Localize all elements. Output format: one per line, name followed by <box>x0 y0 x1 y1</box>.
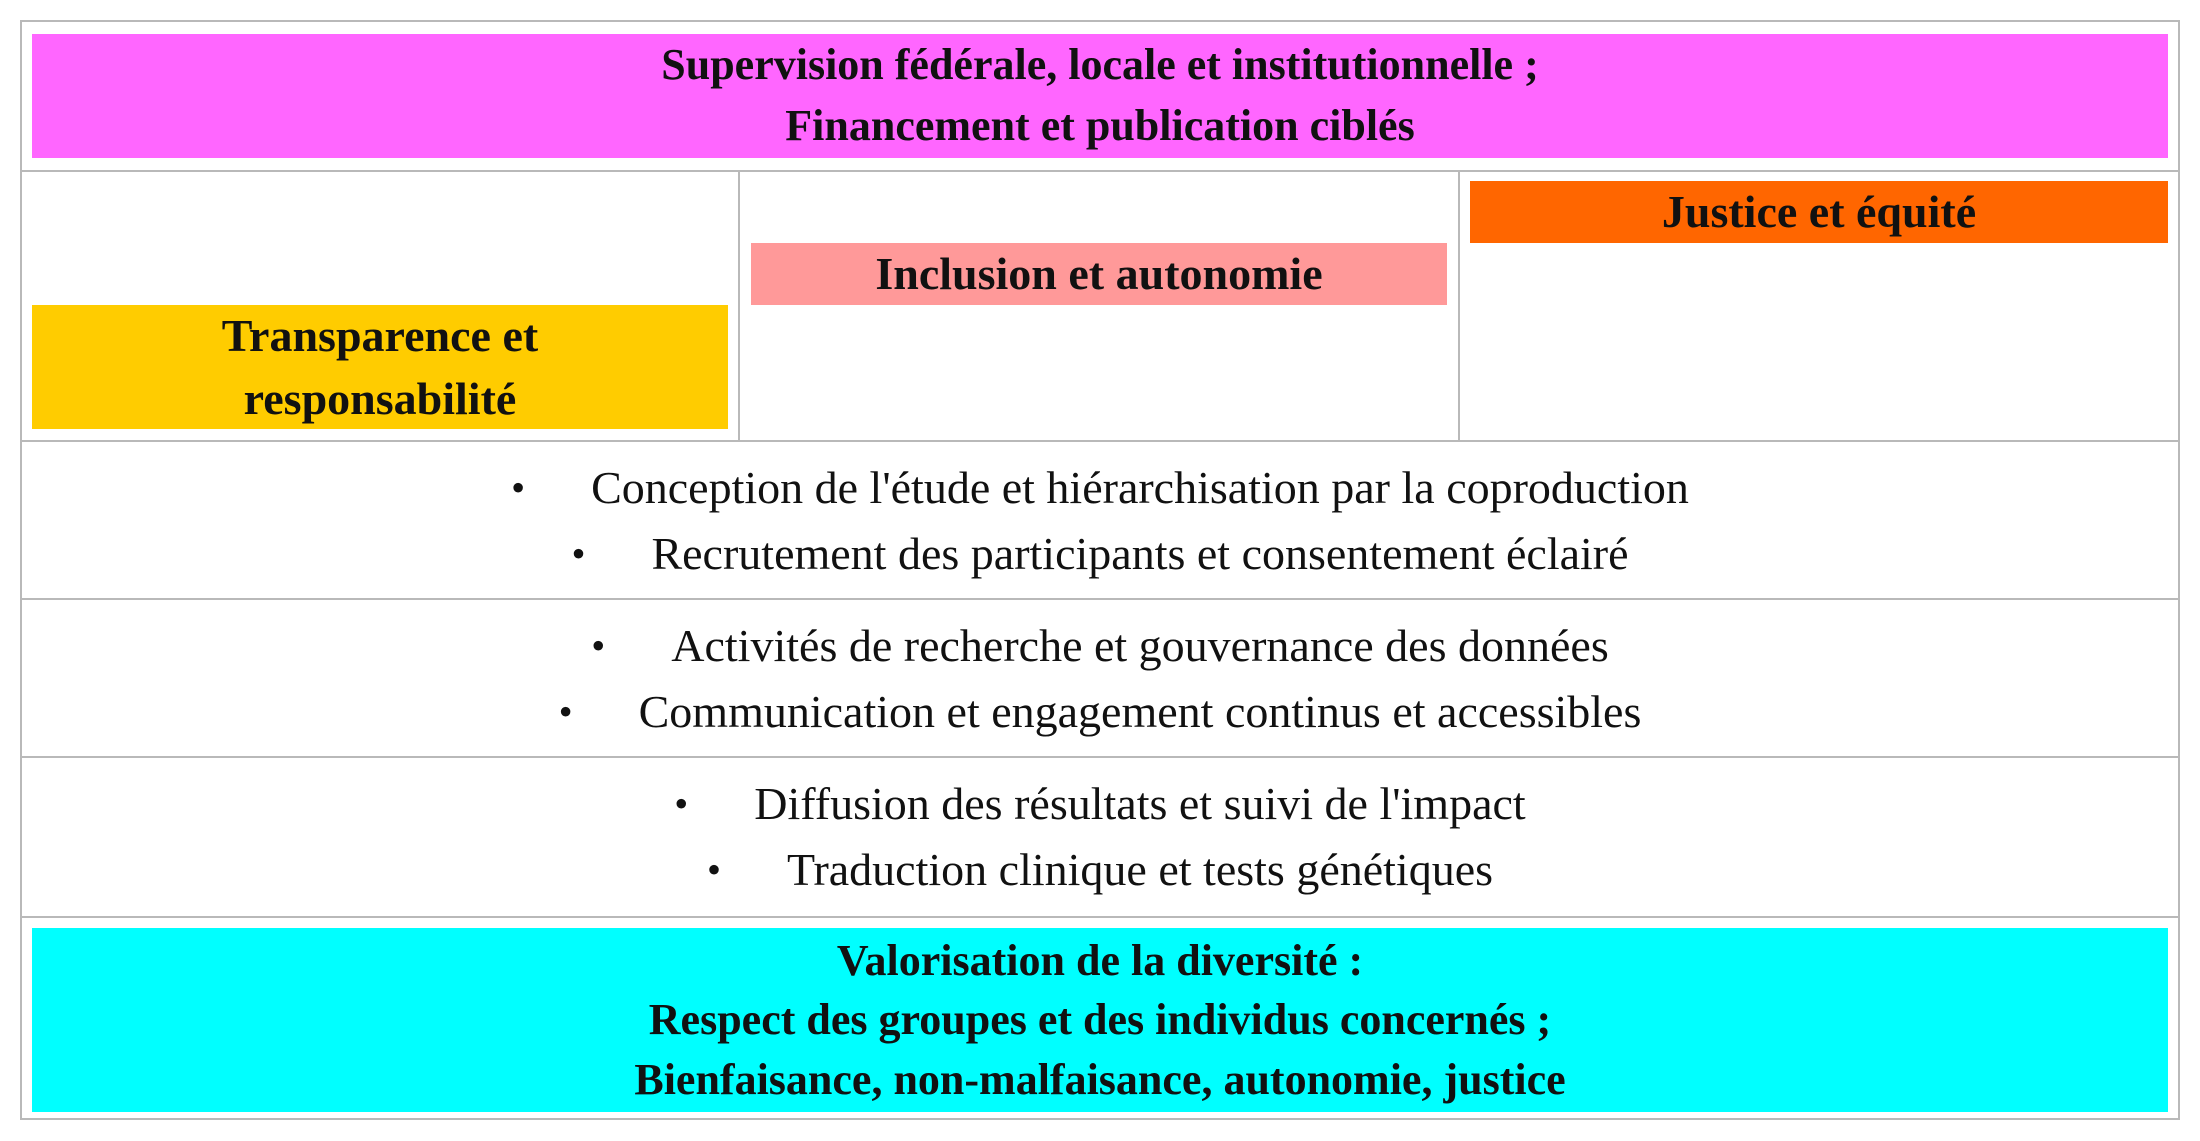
pillar-divider <box>1458 170 1460 440</box>
list-item: • Activités de recherche et gouvernance des données <box>591 613 1608 679</box>
pillar-label-line-2: responsabilité <box>243 373 517 424</box>
oversight-line-2: Financement et publication ciblés <box>785 101 1415 150</box>
pillar-justice <box>1470 181 2168 243</box>
bullet-icon: • <box>511 465 526 510</box>
bullet-icon: • <box>558 689 573 734</box>
pillar-label-line-1: Transparence et <box>221 309 539 361</box>
list-item: • Communication et engagement continus et accessibles <box>559 679 1642 745</box>
diversity-line-3: Bienfaisance, non-malfaisance, autonomie, justice <box>634 1054 1566 1104</box>
stage-design-recruitment <box>20 442 2180 600</box>
pillar-inclusion <box>751 243 1447 305</box>
list-item: • Conception de l'étude et hiérarchisation par la coproduction <box>511 455 1689 521</box>
list-item: • Recrutement des participants et consentement éclairé <box>571 521 1628 587</box>
diversity-line-2: Respect des groupes et des individus concernés ; <box>648 995 1552 1045</box>
diversity-banner <box>32 928 2168 1112</box>
oversight-banner <box>32 34 2168 158</box>
pillar-label: Justice et équité <box>1661 186 1977 238</box>
bullet-icon: • <box>706 847 721 892</box>
pillar-divider <box>738 170 740 440</box>
stage-research-communication <box>20 600 2180 758</box>
diversity-line-1: Valorisation de la diversité : <box>836 935 1364 985</box>
bullet-icon: • <box>571 531 586 576</box>
bullet-icon: • <box>674 781 689 826</box>
pillar-transparency <box>32 305 728 429</box>
bullet-icon: • <box>591 623 606 668</box>
stage-dissemination-translation <box>20 758 2180 916</box>
oversight-line-1: Supervision fédérale, locale et institutionnelle ; <box>661 40 1539 90</box>
list-item: • Diffusion des résultats et suivi de l'impact <box>674 771 1525 837</box>
pillar-label: Inclusion et autonomie <box>875 248 1323 300</box>
list-item: • Traduction clinique et tests génétiques <box>707 837 1493 903</box>
